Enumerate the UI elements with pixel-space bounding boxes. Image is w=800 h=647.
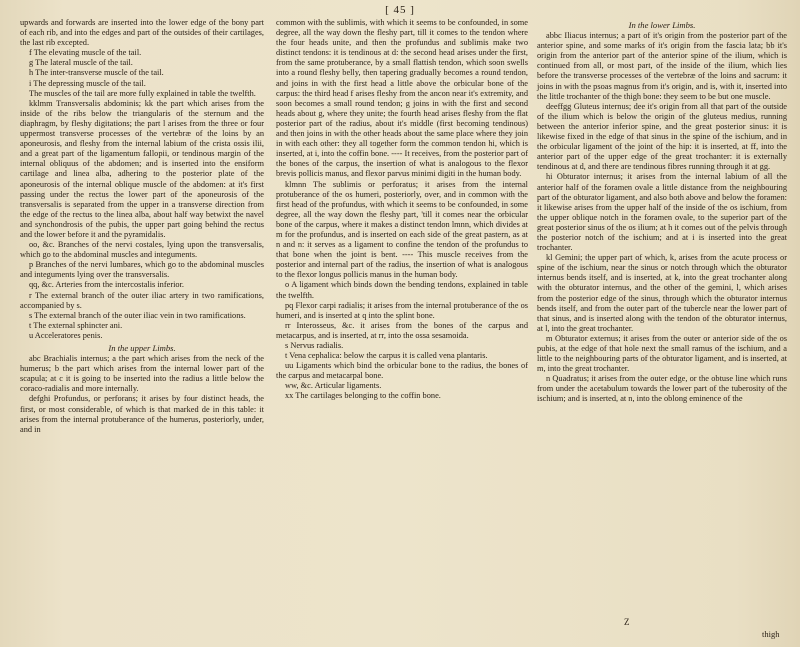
- paragraph: qq, &c. Arteries from the intercostalis inferior.: [29, 280, 185, 290]
- paragraph: h The inter-transverse muscle of the tail.: [29, 68, 164, 78]
- paragraph: uu Ligaments which bind the orbicular bone to the radius, the bones of the carpus and metacarpal bone.: [276, 361, 528, 381]
- paragraph: f The elevating muscle of the tail.: [29, 48, 142, 58]
- paragraph: ww, &c. Articular ligaments.: [285, 381, 382, 391]
- page-number: [ 45 ]: [385, 4, 415, 16]
- paragraph: abc Brachialis internus; a the part which arises from the neck of the humerus; b the part which arises from the internal lower part of the scapula; at c it is going to be inserted into the radius a little below the coraco-radialis and more internally.: [20, 354, 264, 394]
- paragraph: s The external branch of the outer iliac vein in two ramifications.: [29, 310, 246, 320]
- paragraph: upwards and forwards are inserted into the lower edge of the bony part of each rib, and into the edges and part of the outsides of their cartilages, the last rib excepted.: [20, 18, 264, 48]
- paragraph: i The depressing muscle of the tail.: [29, 78, 146, 88]
- paragraph: m Obturator externus; it arises from the outer or anterior side of the os pubis, at the edge of that hole next the small ramus of the ischium, and a little to the neighbouring parts of the obturator ligament, and is inserted, at m, into the great trochanter.: [537, 333, 787, 374]
- paragraph: oo, &c. Branches of the nervi costales, lying upon the transversalis, which go to the abdominal muscles and integuments.: [20, 240, 264, 260]
- paragraph: hi Obturator internus; it arises from the internal labium of all the anterior half of the foramen ovale a little distance from the neighbouring part of the obturator ligament, and also both above and below the foramen: it likewise arises from the upper half of the inside of the os ischium, from the upper oblique notch in the foramen ovale, to the superior part of the great posterior sinus of the os ilium; at h it comes out of the pelvis through the posterior notch of the ischium; and at i is inserted into the great trochanter.: [537, 172, 788, 253]
- text-column-right: [537, 18, 787, 405]
- paragraph: The muscles of the tail are more fully explained in table the twelfth.: [29, 88, 256, 98]
- signature-mark: Z: [624, 617, 630, 627]
- paragraph: rr Interosseus, &c. it arises from the bones of the carpus and metacarpus, and is inserted, at rr, into the ossa sesamoida.: [276, 320, 528, 340]
- paragraph: t The external sphincter ani.: [29, 320, 123, 330]
- paragraph: defghi Profundus, or perforans; it arises by four distinct heads, the first, or most considerable, of which is that marked de in this table: it arises from the internal protuberance of the humerus, posteriorly, under, and in: [20, 394, 264, 434]
- section-heading: In the lower Limbs.: [628, 20, 696, 30]
- text-column-left: [20, 18, 264, 435]
- paragraph: common with the sublimis, with which it seems to be confounded, in some degree, all the way down the fleshy part, till it comes to the tendon where the four heads unite, and then the profundus and sublimis make two distinct tendons: it is tendinous at d: the second head arises under the first, from the same protuberance, by a small flattish tendon, which soon swells into a round fleshy belly, then tapering gradually becomes a round tendon, and joins in with the first head a little above the orbicular bone of the carpus: the third head f arises fleshy from the ancon near it's extremity, and soon becomes a small round tendon; g joins in with the first and second heads about g, where they unite; the fourth head arises fleshy from the flat posterior part of the radius, about it's middle (first becoming tendinous) and then joins in with the other heads about the same place where they join in with each other: they all together form the common tendon hi, which is inserted, at i, into the coffin bone. ---- It receives, from the posterior part of the bones of the carpus, the insertion of what is analogous to the flexor brevis pollicis manus, and flexor parvus minimi digiti in the human body.: [276, 18, 528, 179]
- paragraph: kl Gemini; the upper part of which, k, arises from the acute process or spine of the ischium, near the sinus or notch through which the obturator internus bends itself, and is inserted, at k, into the great trochanter along with the obturator internus, and the other of the gemini, l, which arises from the posterior edge of the sinus, through which the obturator internus bends itself, and from the outer part of the tubercle near the lower part of that sinus, and is inserted along with the tendon of the obturator internus, at l, into the great trochanter.: [537, 253, 787, 333]
- paragraph: s Nervus radialis.: [285, 341, 344, 350]
- paragraph: klmnn The sublimis or perforatus; it arises from the internal protuberance of the os humeri, posteriorly, over, and in common with the first head of the profundus, with which it seems to be confounded, in some degree, all the way down the fleshy part, 'till it comes near the orbicular bone of the carpus, where it makes a distinct tendon lmnn, which divides at m for the profundus, and is inserted on each side of the great pastern, as at n and n: it serves as a ligament to confine the tendon of the profundus to that bone when the joint is bent. ---- This muscle receives from the posterior and internal part of the radius, the insertion of what is analogous to the flexor longus pollicis manus in the human body.: [276, 179, 528, 280]
- paragraph: kklmm Transversalis abdominis; kk the part which arises from the inside of the ribs below the triangularis of the sternum and the diaphragm, by fleshy digitations; the part l arises from the three or four uppermost transverse processes of the vertebræ of the loins by an aponeurosis, and fleshy from the internal labium of the crista ossis ilii, and a great part of the ligamentum fallopii, or tendinous margin of the internal obliquus of the abdomen; and is inserted into the ensiform cartilage and linea alba, adhering to the posterior plate of the aponeurosis of the internal oblique muscle of the abdomen: at it's first passing under the rectus the lower part of the aponeurosis of the transversalis is separated from the upper in a transverse direction from the edge of the rectus to the linea alba, about half way betwixt the navel and synchondrosis of the pubis, the upper part going behind the rectus and the lower before it and the pyramidalis.: [20, 98, 264, 239]
- catchword: thigh: [762, 629, 780, 639]
- section-heading: In the upper Limbs.: [108, 343, 176, 353]
- paragraph: r The external branch of the outer iliac artery in two ramifications, accompanied by s.: [20, 290, 264, 310]
- paragraph: xx The cartilages belonging to the coffin bone.: [285, 391, 441, 401]
- paragraph: p Branches of the nervi lumbares, which go to the abdominal muscles and integuments lying over the transversalis.: [20, 260, 264, 280]
- paragraph: t Vena cephalica: below the carpus it is called vena plantaris.: [285, 351, 488, 361]
- paragraph: deeffgg Gluteus internus; dee it's origin from all that part of the outside of the ilium which is below the origin of the gluteus medius, running between the anterior inferior spine, and the great posterior sinus: it is likewise fixed in the edge of that sinus in the spine of the ischium, and in the orbicular ligament of the joint of the hip: it is inserted, at ff, into the anterior part of the upper edge of the great trochanter: it is externally tendinous at d, and there are tendinous fibres running through it at gg.: [537, 101, 787, 172]
- paragraph: abbc Iliacus internus; a part of it's origin from the posterior part of the anterior spine, and some marks of it's origin from the fascia lata; bb it's origin from the anterior part of the anterior spine of the ilium, which is continued from all, or most part, of the inside of the ilium, which lies before the transverse processes of the vertebræ of the loins and sacrum: it joins in with the psoas magnus from it's origin, and is, with it, inserted into the little trochanter of the thigh bone: they seem to be but one muscle.: [537, 31, 787, 101]
- text-column-middle: [276, 18, 528, 402]
- paragraph: pq Flexor carpi radialis; it arises from the internal protuberance of the os humeri, and is inserted at q into the splint bone.: [276, 300, 528, 320]
- paragraph: n Quadratus; it arises from the outer edge, or the obtuse line which runs from under the acetabulum towards the lower part of the tuberosity of the ischium; and is inserted, at n, into the oblong eminence of the: [537, 374, 787, 404]
- paragraph: g The lateral muscle of the tail.: [29, 58, 133, 68]
- paragraph: u Acceleratores penis.: [29, 330, 103, 340]
- paragraph: o A ligament which binds down the bending tendons, explained in table the twelfth.: [276, 280, 528, 300]
